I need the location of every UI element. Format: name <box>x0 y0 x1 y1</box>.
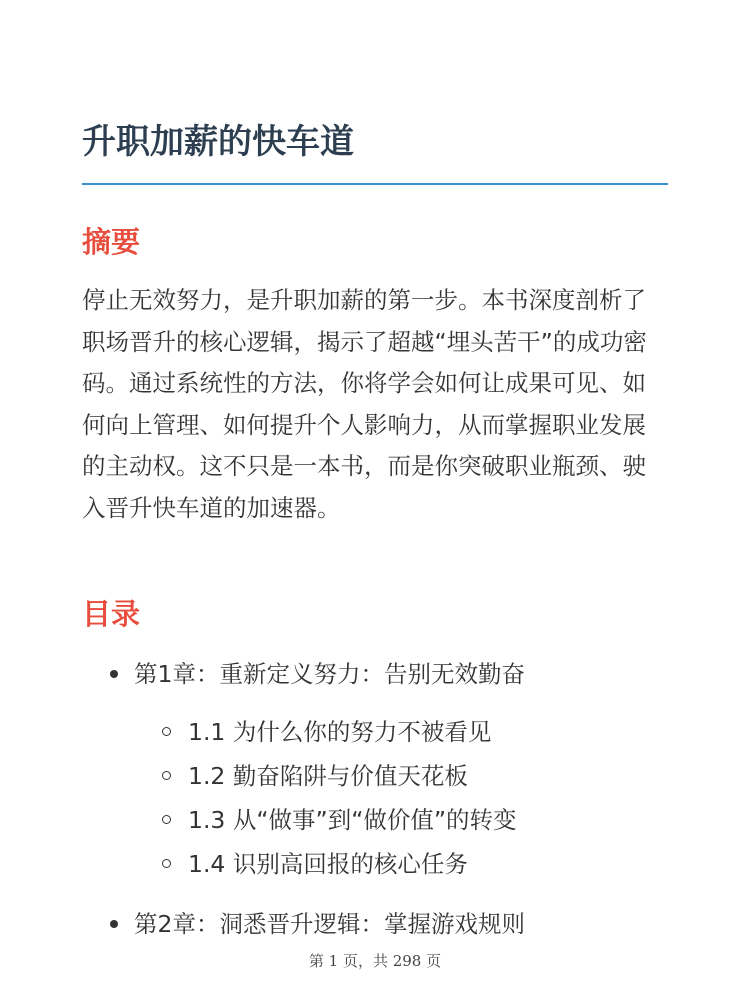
summary-paragraph: 停止无效努力，是升职加薪的第一步。本书深度剖析了职场晋升的核心逻辑，揭示了超越“埋头苦干”的成功密码。通过系统性的方法，你将学会如何让成果可见、如何向上管理、如何提升个人影响力，从而掌握职业发展的主动权。这不只是一本书，而是你突破职业瓶颈、驶入晋升快车道的加速器。 <box>82 286 647 522</box>
toc-chapter-label: 第1章：重新定义努力：告别无效勤奋 <box>134 660 525 688</box>
circle-bullet-icon <box>162 727 171 736</box>
document-title: 升职加薪的快车道 <box>82 122 354 162</box>
toc-section-1-2 <box>82 754 668 798</box>
toc-section-list <box>134 710 668 886</box>
toc-chapter-2 <box>82 902 668 946</box>
toc-chapter-label: 第2章：洞悉晋升逻辑：掌握游戏规则 <box>134 910 525 938</box>
toc-section-1-4 <box>82 842 668 886</box>
toc-section-label: 1.2 勤奋陷阱与价值天花板 <box>188 762 468 790</box>
circle-bullet-icon <box>162 815 171 824</box>
circle-bullet-icon <box>162 859 171 868</box>
toc-section-label: 1.4 识别高回报的核心任务 <box>188 850 468 878</box>
summary-heading: 摘要 <box>82 225 141 259</box>
bullet-icon <box>110 670 118 678</box>
table-of-contents <box>82 652 668 946</box>
toc-heading: 目录 <box>82 597 141 631</box>
page-number-footer: 第 1 页，共 298 页 <box>308 952 442 970</box>
bullet-icon <box>110 920 118 928</box>
toc-section-label: 1.1 为什么你的努力不被看见 <box>188 718 492 746</box>
toc-chapter-1 <box>82 652 668 886</box>
toc-section-1-3 <box>82 798 668 842</box>
toc-section-1-1 <box>82 710 668 754</box>
document-page <box>82 0 668 1000</box>
title-divider <box>82 183 668 185</box>
toc-section-label: 1.3 从“做事”到“做价值”的转变 <box>188 806 517 834</box>
circle-bullet-icon <box>162 771 171 780</box>
